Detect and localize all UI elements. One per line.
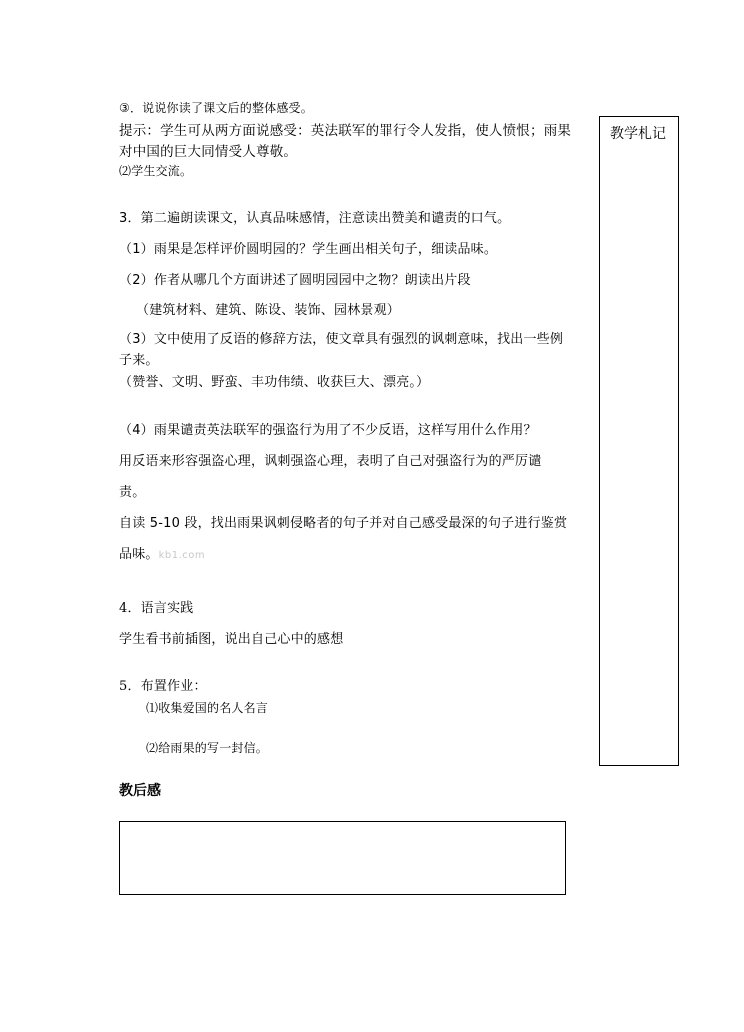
teaching-notes-box <box>599 116 679 766</box>
homework-item-2: ⑵给雨果的写一封信。 <box>146 741 269 755</box>
self-reading-line-2-text: 品味。 <box>119 547 159 562</box>
section-3-heading: 3．第二遍朗读课文，认真品味感情，注意读出赞美和谴责的口气。 <box>119 211 511 226</box>
section-4-heading: 4．语言实践 <box>119 601 194 616</box>
question-2: （2）作者从哪几个方面讲述了圆明园园中之物？朗读出片段 <box>119 273 471 288</box>
question-4-answer-line-1: 用反语来形容强盗心理，讽刺强盗心理，表明了自己对强盗行为的严厉谴 <box>119 454 542 469</box>
question-4-answer-line-2: 责。 <box>119 485 146 500</box>
question-4: （4）雨果谴责英法联军的强盗行为用了不少反语，这样写用什么作用？ <box>119 423 537 438</box>
reflection-title: 教后感 <box>119 783 161 799</box>
question-2-answer: （建筑材料、建筑、陈设、装饰、园林景观） <box>136 303 401 318</box>
step-3-overall-feeling: ③．说说你读了课文后的整体感受。 <box>119 101 313 115</box>
self-reading-line-1: 自读 5-10 段，找出雨果讽刺侵略者的句子并对自己感受最深的句子进行鉴赏 <box>119 516 568 531</box>
reflection-box <box>119 821 566 895</box>
watermark-text: kb1.com <box>158 550 206 561</box>
question-1: （1）雨果是怎样评价圆明园的？学生画出相关句子，细读品味。 <box>119 242 498 257</box>
hint-line-2: 对中国的巨大同情受人尊敬。 <box>119 144 298 160</box>
self-reading-line-2 <box>119 547 205 564</box>
question-3-answer: （赞誉、文明、野蛮、丰功伟绩、收获巨大、漂亮。） <box>119 375 430 390</box>
question-3-line-2: 子来。 <box>119 353 159 368</box>
homework-item-1: ⑴收集爱国的名人名言 <box>146 701 269 715</box>
question-3-line-1: （3）文中使用了反语的修辞方法，使文章具有强烈的讽刺意味，找出一些例 <box>119 332 564 347</box>
teaching-notes-title: 教学札记 <box>610 126 666 142</box>
section-4-body: 学生看书前插图，说出自己心中的感想 <box>119 632 344 647</box>
student-exchange: ⑵学生交流。 <box>119 164 193 178</box>
section-5-heading: 5．布置作业： <box>119 679 207 694</box>
hint-line-1: 提示：学生可从两方面说感受：英法联军的罪行令人发指，使人愤恨；雨果 <box>119 123 572 139</box>
